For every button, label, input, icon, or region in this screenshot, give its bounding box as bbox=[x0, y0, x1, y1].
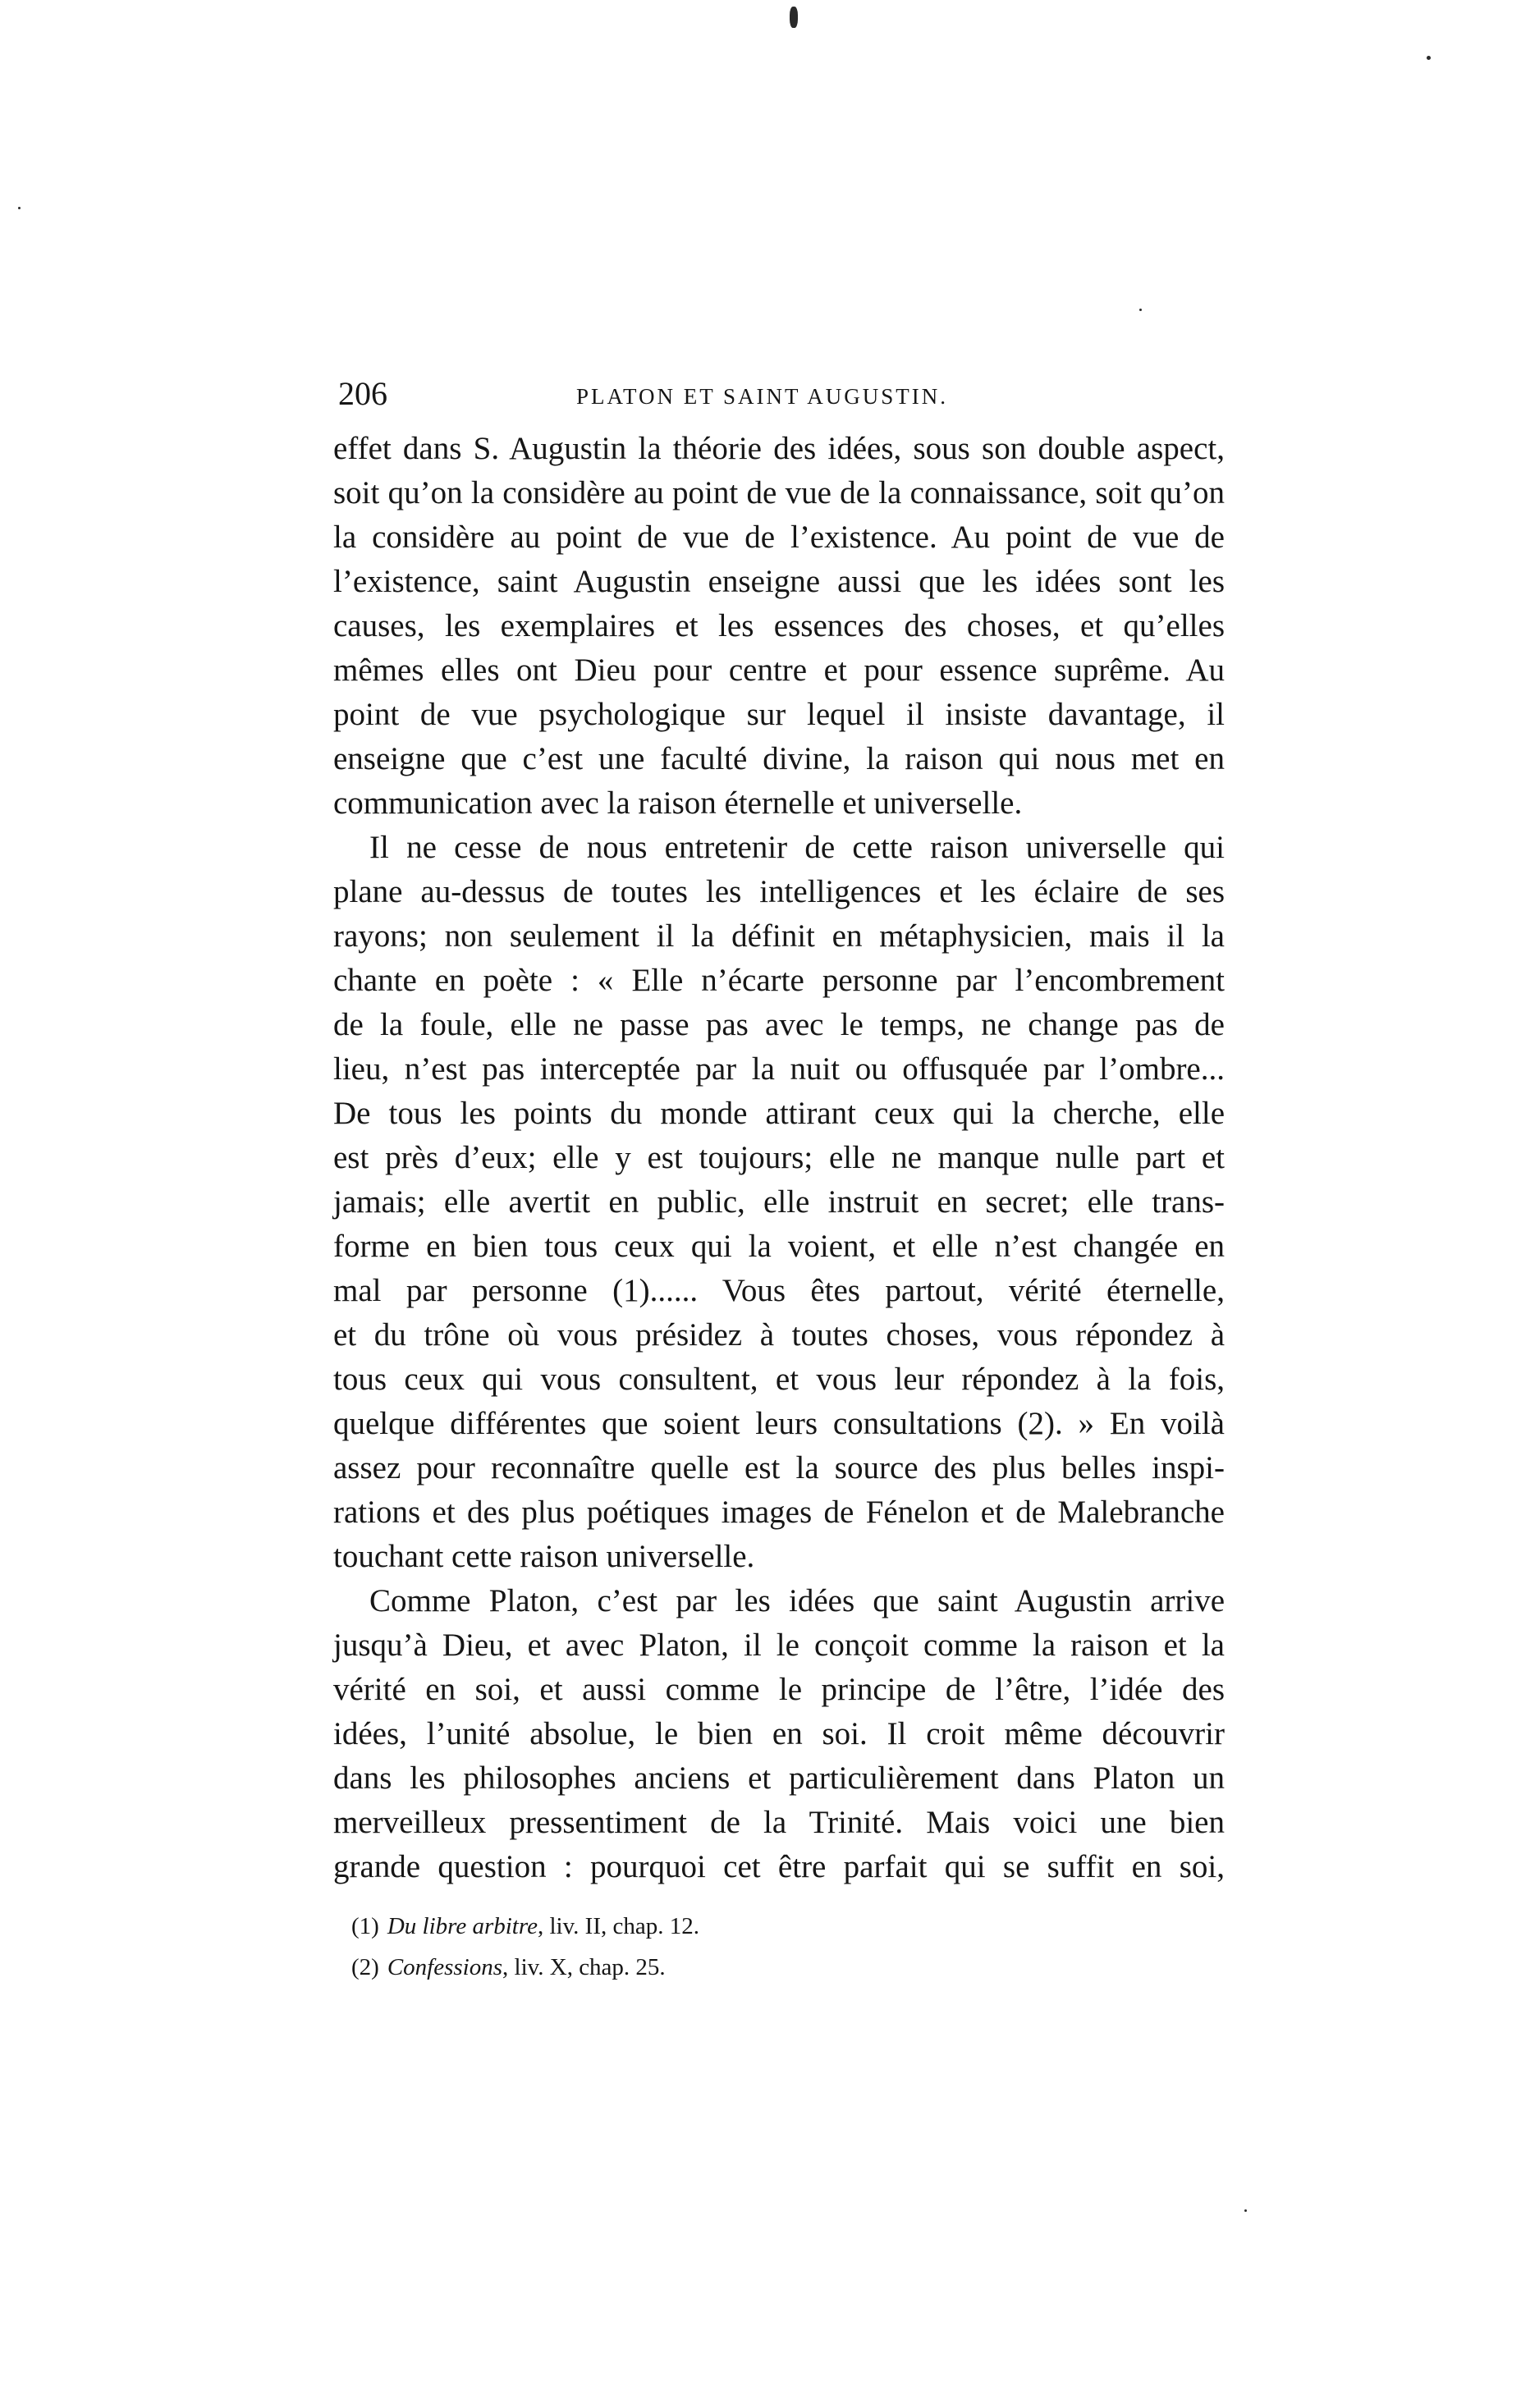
footnote-number: (2) bbox=[351, 1954, 379, 1980]
text-line: dans les philosophes anciens et particulièrement dans Platon un bbox=[333, 1760, 1225, 1796]
text-line: la considère au point de vue de l’existence. Au point de vue de bbox=[333, 520, 1225, 555]
scan-speck bbox=[790, 7, 798, 28]
text-line: grande question : pourquoi cet être parfait qui se suffit en soi, bbox=[333, 1849, 1225, 1884]
scan-speck bbox=[1139, 309, 1142, 311]
text-line: mêmes elles ont Dieu pour centre et pour essence suprême. Au bbox=[333, 652, 1225, 688]
text-line: forme en bien tous ceux qui la voient, et elle n’est changée en bbox=[333, 1229, 1225, 1264]
text-line: soit qu’on la considère au point de vue de la connaissance, soit qu’on bbox=[333, 475, 1225, 510]
text-line: lieu, n’est pas interceptée par la nuit ou offusquée par l’ombre... bbox=[333, 1051, 1225, 1087]
text-line: l’existence, saint Augustin enseigne aussi que les idées sont les bbox=[333, 564, 1225, 599]
paragraph-start-line: Comme Platon, c’est par les idées que saint Augustin arrive bbox=[369, 1583, 1225, 1618]
footnote-number: (1) bbox=[351, 1913, 379, 1939]
running-title: PLATON ET SAINT AUGUSTIN. bbox=[576, 384, 949, 409]
text-line: de la foule, elle ne passe pas avec le temps, ne change pas de bbox=[333, 1007, 1225, 1042]
paragraph-start-line: Il ne cesse de nous entretenir de cette raison universelle qui bbox=[369, 830, 1225, 865]
footnotes bbox=[351, 1906, 926, 1988]
text-line: communication avec la raison éternelle et universelle. bbox=[333, 785, 1023, 821]
text-line: quelque différentes que soient leurs consultations (2). » En voilà bbox=[333, 1406, 1225, 1441]
text-line: vérité en soi, et aussi comme le principe de l’être, l’idée des bbox=[333, 1672, 1225, 1707]
page-number: 206 bbox=[338, 375, 387, 412]
text-line: idées, l’unité absolue, le bien en soi. Il croit même découvrir bbox=[333, 1716, 1225, 1751]
text-line: touchant cette raison universelle. bbox=[333, 1539, 755, 1574]
footnote-work-title: Confessions bbox=[387, 1954, 503, 1980]
text-line: De tous les points du monde attirant ceux qui la cherche, elle bbox=[333, 1096, 1225, 1131]
text-line: assez pour reconnaître quelle est la source des plus belles inspi- bbox=[333, 1450, 1225, 1486]
text-line: rations et des plus poétiques images de Fénelon et de Malebranche bbox=[333, 1495, 1225, 1530]
scan-speck bbox=[18, 207, 21, 209]
text-line: tous ceux qui vous consultent, et vous leur répondez à la fois, bbox=[333, 1362, 1225, 1397]
text-line: est près d’eux; elle y est toujours; elle ne manque nulle part et bbox=[333, 1140, 1225, 1175]
footnote-reference: , liv. II, chap. 12. bbox=[537, 1913, 699, 1939]
text-line: jamais; elle avertit en public, elle instruit en secret; elle trans- bbox=[333, 1184, 1225, 1220]
footnote bbox=[351, 1947, 926, 1988]
text-line: point de vue psychologique sur lequel il insiste davantage, il bbox=[333, 697, 1225, 732]
text-line: chante en poète : « Elle n’écarte personne par l’encombrement bbox=[333, 963, 1225, 998]
scan-speck bbox=[1427, 56, 1431, 60]
body-text bbox=[333, 427, 1225, 1889]
text-line: mal par personne (1)...... Vous êtes partout, vérité éternelle, bbox=[333, 1273, 1225, 1308]
text-line: rayons; non seulement il la définit en métaphysicien, mais il la bbox=[333, 918, 1225, 954]
text-line: et du trône où vous présidez à toutes choses, vous répondez à bbox=[333, 1317, 1225, 1353]
text-line: causes, les exemplaires et les essences des choses, et qu’elles bbox=[333, 608, 1225, 643]
text-line: enseigne que c’est une faculté divine, la raison qui nous met en bbox=[333, 741, 1225, 776]
text-line: jusqu’à Dieu, et avec Platon, il le conçoit comme la raison et la bbox=[333, 1627, 1225, 1663]
footnote-work-title: Du libre arbitre bbox=[387, 1913, 538, 1939]
text-line: effet dans S. Augustin la théorie des idées, sous son double aspect, bbox=[333, 431, 1225, 466]
page-header bbox=[338, 371, 978, 417]
scan-speck bbox=[1244, 2209, 1247, 2212]
text-line: plane au-dessus de toutes les intelligences et les éclaire de ses bbox=[333, 874, 1225, 909]
text-line: merveilleux pressentiment de la Trinité. Mais voici une bien bbox=[333, 1805, 1225, 1840]
footnote bbox=[351, 1906, 926, 1947]
footnote-reference: , liv. X, chap. 25. bbox=[502, 1954, 666, 1980]
